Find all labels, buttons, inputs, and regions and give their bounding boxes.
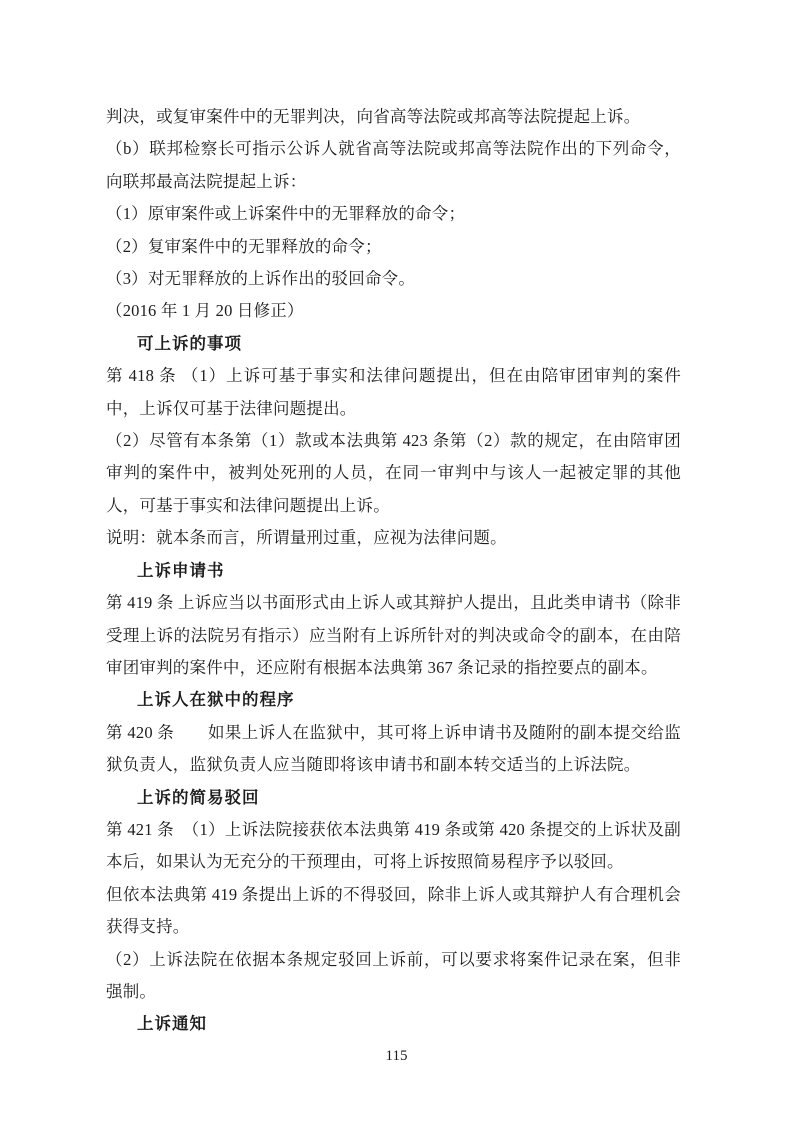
body-paragraph: （2）复审案件中的无罪释放的命令； bbox=[106, 236, 382, 256]
section-heading: 上诉人在狱中的程序 bbox=[137, 691, 295, 710]
section-heading: 上诉通知 bbox=[137, 1015, 207, 1034]
body-paragraph: 第 418 条 （1）上诉可基于事实和法律问题提出，但在由陪审团审判的案件中，上诉仅可基于法律问题提出。 bbox=[106, 366, 681, 418]
body-paragraph: （1）原审案件或上诉案件中的无罪释放的命令； bbox=[106, 204, 466, 224]
body-paragraph: 说明：就本条而言，所谓量刑过重，应视为法律问题。 bbox=[106, 528, 507, 548]
section-heading: 上诉申请书 bbox=[137, 561, 225, 580]
section-heading: 可上诉的事项 bbox=[137, 334, 242, 353]
document-body bbox=[106, 101, 681, 1041]
body-paragraph: （2016 年 1 月 20 日修正） bbox=[106, 301, 304, 321]
body-paragraph: 第 421 条 （1）上诉法院接获依本法典第 419 条或第 420 条提交的上诉状及副本后，如果认为无充分的干预理由，可将上诉按照简易程序予以驳回。 bbox=[106, 819, 681, 872]
body-paragraph: 第 419 条 上诉应当以书面形式由上诉人或其辩护人提出，且此类申请书（除非受理上诉的法院另有指示）应当附有上诉所针对的判决或命令的副本，在由陪审团审判的案件中，还应附有根据本法典第 367 条记录的指控要点的副本。 bbox=[106, 593, 681, 677]
page-footer bbox=[0, 1046, 793, 1066]
body-paragraph: （2）尽管有本条第（1）款或本法典第 423 条第（2）款的规定，在由陪审团审判的案件中，被判处死刑的人员，在同一审判中与该人一起被定罪的其他人，可基于事实和法律问题提出上诉。 bbox=[106, 431, 681, 515]
section-heading: 上诉的简易驳回 bbox=[137, 788, 260, 807]
body-paragraph: （2）上诉法院在依据本条规定驳回上诉前，可以要求将案件记录在案，但非强制。 bbox=[106, 949, 681, 1001]
body-paragraph: 但依本法典第 419 条提出上诉的不得驳回，除非上诉人或其辩护人有合理机会获得支持。 bbox=[106, 884, 681, 937]
body-paragraph: 判决，或复审案件中的无罪判决，向省高等法院或邦高等法院提起上诉。 bbox=[106, 107, 641, 126]
body-paragraph: 第 420 条 如果上诉人在监狱中，其可将上诉申请书及随附的副本提交给监狱负责人，监狱负责人应当随即将该申请书和副本转交适当的上诉法院。 bbox=[106, 722, 681, 775]
body-paragraph: （b）联邦检察长可指示公诉人就省高等法院或邦高等法院作出的下列命令，向联邦最高法院提起上诉： bbox=[106, 139, 681, 191]
page-number: 115 bbox=[385, 1048, 408, 1064]
body-paragraph: （3）对无罪释放的上诉作出的驳回命令。 bbox=[106, 269, 416, 289]
